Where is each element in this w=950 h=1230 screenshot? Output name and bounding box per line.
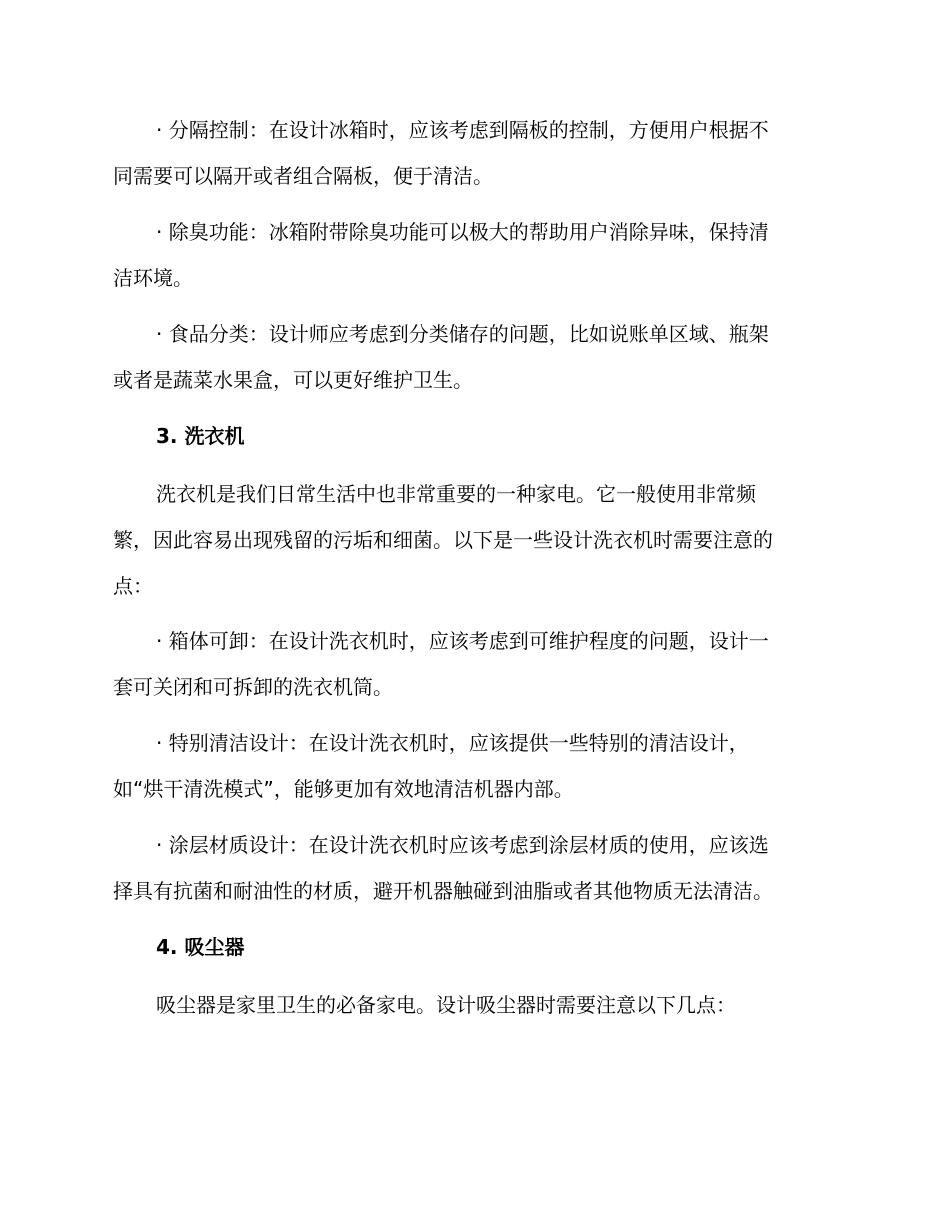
section-heading-washing-machine: 3. 洗衣机 (156, 424, 245, 448)
text-line: · 箱体可卸：在设计洗衣机时，应该考虑到可维护程度的问题，设计一 (156, 629, 769, 653)
text-line: 吸尘器是家里卫生的必备家电。设计吸尘器时需要注意以下几点： (156, 993, 736, 1017)
text-line: 同需要可以隔开或者组合隔板，便于清洁。 (113, 164, 493, 188)
text-line: · 特别清洁设计：在设计洗衣机时，应该提供一些特别的清洁设计， (156, 731, 749, 755)
text-line: · 食品分类：设计师应考虑到分类储存的问题，比如说账单区域、瓶架 (156, 322, 769, 346)
text-line: 点： (113, 574, 153, 598)
bullet-removable-drum (113, 618, 833, 710)
bullet-food-sorting (113, 311, 833, 403)
bullet-partition-control (113, 107, 833, 199)
text-line: 择具有抗菌和耐油性的材质，避开机器触碰到油脂或者其他物质无法清洁。 (113, 879, 773, 903)
text-line: · 除臭功能：冰箱附带除臭功能可以极大的帮助用户消除异味，保持清 (156, 220, 769, 244)
text-line: · 涂层材质设计：在设计洗衣机时应该考虑到涂层材质的使用，应该选 (156, 833, 769, 857)
text-line: 繁，因此容易出现残留的污垢和细菌。以下是一些设计洗衣机时需要注意的 (113, 528, 773, 552)
text-line: 套可关闭和可拆卸的洗衣机筒。 (113, 675, 393, 699)
paragraph-vacuum-intro (113, 982, 833, 1028)
section-heading-vacuum-cleaner: 4. 吸尘器 (156, 935, 245, 959)
text-line: 洁环境。 (113, 266, 193, 290)
bullet-deodorize (113, 209, 833, 301)
bullet-coating-material (113, 822, 833, 914)
bullet-special-cleaning (113, 720, 833, 812)
text-line: 洗衣机是我们日常生活中也非常重要的一种家电。它一般使用非常频 (156, 482, 756, 506)
text-line: · 分隔控制：在设计冰箱时，应该考虑到隔板的控制，方便用户根据不 (156, 118, 769, 142)
text-line: 如“烘干清洗模式”，能够更加有效地清洁机器内部。 (113, 777, 574, 801)
paragraph-washing-machine-intro (113, 471, 833, 609)
text-line: 或者是蔬菜水果盒，可以更好维护卫生。 (113, 368, 473, 392)
